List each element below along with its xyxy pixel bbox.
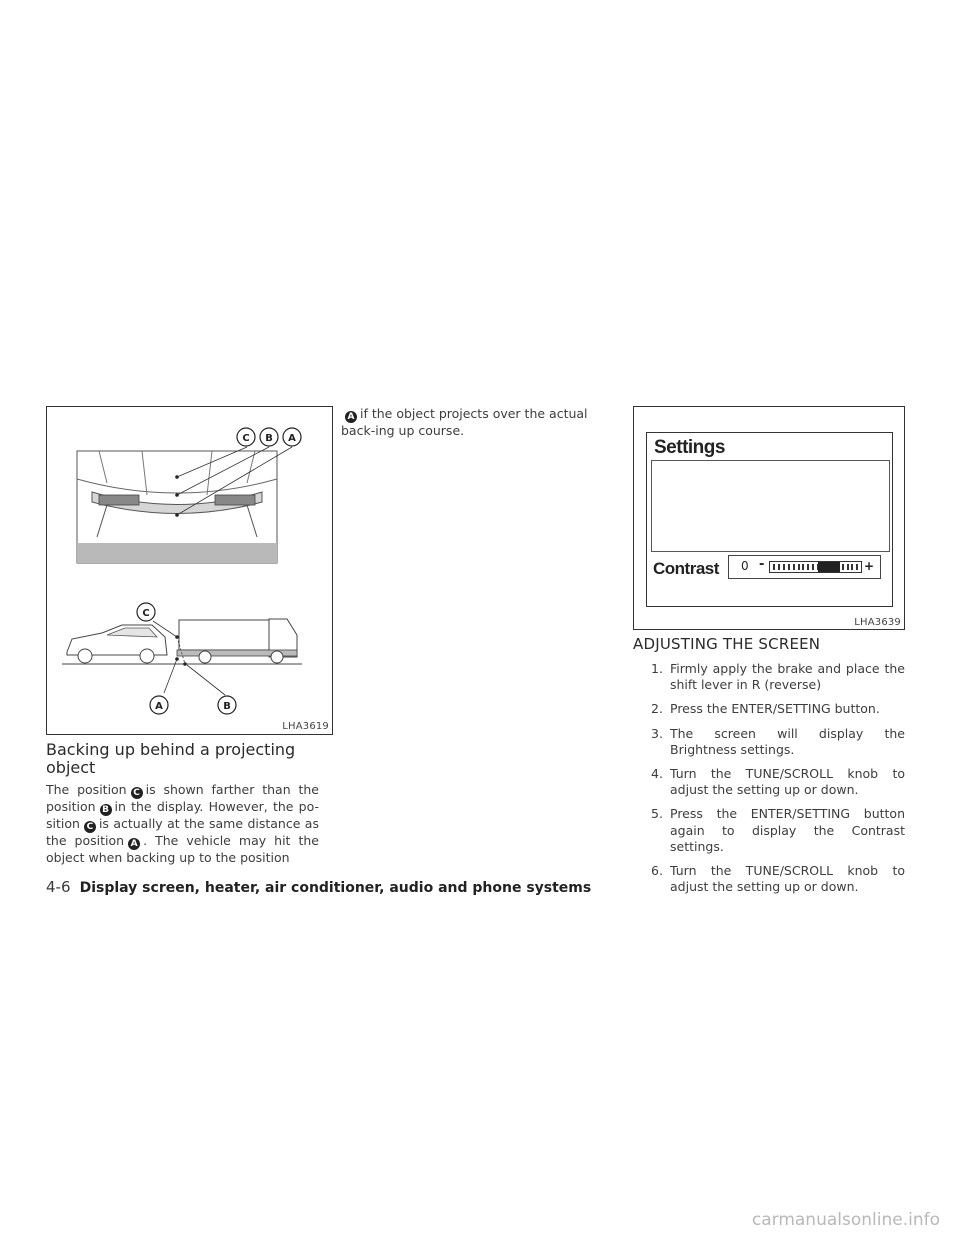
callout-c-top: C [242,433,250,444]
step-text: Firmly apply the brake and place the shift lever in R (reverse) [670,661,905,693]
callout-c-inline: C [131,787,143,799]
contrast-label: Contrast [653,559,719,578]
contrast-tick [783,564,785,570]
para-text: is actually at the same distance as the position [46,816,319,848]
settings-panel [651,460,890,552]
callout-b-top: B [265,433,273,444]
callout-b-side: B [223,701,231,712]
callout-c-side: C [142,608,150,619]
contrast-tick [812,564,814,570]
figure-code: LHA3619 [282,721,329,732]
settings-display [646,432,893,607]
step-number: 4. [651,766,663,782]
adjusting-steps-list [633,661,905,903]
contrast-tick [788,564,790,570]
step-text: Press the ENTER/SETTING button again to display the Contrast settings. [670,806,905,854]
contrast-slider-box [728,555,881,579]
callout-a-inline: A [128,838,140,850]
plus-icon: + [863,559,874,573]
contrast-tick [778,564,780,570]
contrast-tick [847,564,849,570]
settings-title: Settings [654,437,725,458]
backing-up-paragraph-part2 [341,406,609,439]
backing-up-illustration [47,407,332,734]
para-text: if the object projects over the actual back-ing up course. [341,406,588,438]
minus-icon: - [759,557,765,572]
contrast-value: 0 [741,559,749,573]
figure-backing-up [46,406,333,735]
watermark: carmanualsonline.info [751,1210,940,1230]
para-text: in the display. However, the po-sition [46,799,319,831]
step-item [633,701,905,717]
step-number: 2. [651,701,663,717]
step-item [633,806,905,855]
step-number: 6. [651,863,663,879]
step-item [633,766,905,798]
section-heading-adjusting-screen: ADJUSTING THE SCREEN [633,635,821,653]
contrast-tick [807,564,809,570]
step-item [633,863,905,895]
step-item [633,726,905,758]
contrast-tick [856,564,858,570]
step-number: 5. [651,806,663,822]
step-number: 3. [651,725,663,741]
page-footer [46,877,591,896]
backing-up-paragraph-part1 [46,782,319,866]
step-text: Turn the TUNE/SCROLL knob to adjust the setting up or down. [670,863,905,895]
callout-c-inline: C [84,821,96,833]
callout-a-inline: A [345,411,357,423]
page-number: 4-6 [46,878,71,896]
para-text: . The vehicle may hit the object when backing up to the position [46,833,320,865]
para-text: is shown farther than the position [46,782,319,814]
section-heading-backing-up: Backing up behind a projecting object [46,740,296,777]
contrast-tick [851,564,853,570]
step-text: Press the ENTER/SETTING button. [670,701,880,717]
callout-a-side: A [155,701,163,712]
callout-b-inline: B [100,804,112,816]
contrast-tick [798,564,800,570]
step-text: The screen will display the Brightness settings. [670,725,905,757]
step-number: 1. [651,661,663,676]
step-text: Turn the TUNE/SCROLL knob to adjust the setting up or down. [670,766,905,798]
contrast-track [769,561,862,573]
chapter-title: Display screen, heater, air conditioner, audio and phone systems [79,880,592,896]
callout-a-top: A [288,433,296,444]
contrast-tick [802,564,804,570]
step-item [633,661,905,693]
figure-settings-screen [633,406,905,630]
contrast-tick [842,564,844,570]
para-text: The position [46,782,127,797]
figure-code: LHA3639 [854,617,901,628]
contrast-tick [773,564,775,570]
contrast-tick [793,564,795,570]
contrast-knob[interactable] [818,562,840,572]
